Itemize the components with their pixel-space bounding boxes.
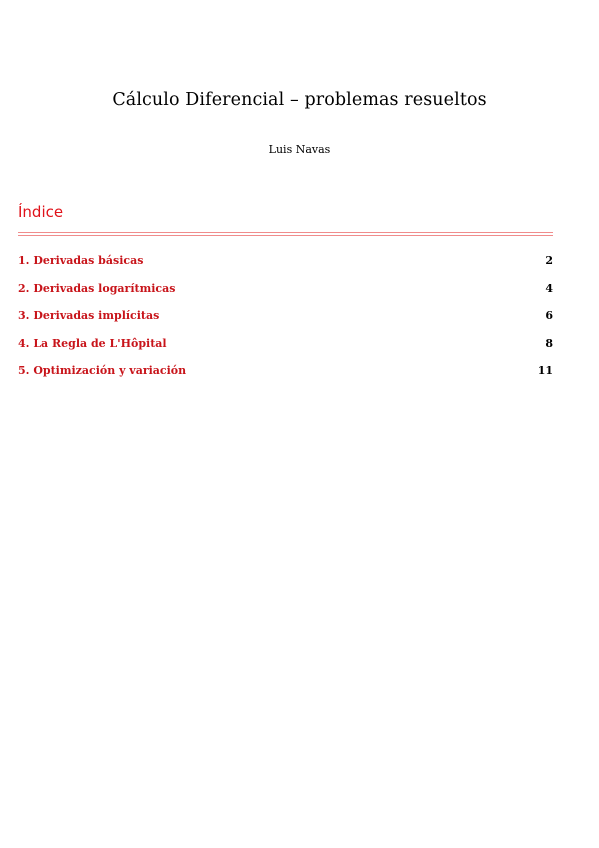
toc-heading: Índice	[18, 203, 64, 221]
toc-entry-label: 5. Optimización y variación	[18, 364, 187, 377]
toc-entry-1[interactable]	[18, 254, 553, 282]
toc-entry-label: 4. La Regla de L'Hôpital	[18, 336, 167, 350]
toc-entry-page: 11	[537, 364, 553, 377]
toc-entry-page: 6	[545, 309, 553, 322]
toc-entry-5[interactable]	[18, 364, 553, 392]
toc-rule-top	[18, 232, 553, 233]
toc-entry-label: 2. Derivadas logarítmicas	[18, 281, 176, 295]
toc-entry-page: 8	[545, 336, 553, 350]
toc-entry-page: 2	[545, 254, 553, 267]
toc-list	[18, 254, 553, 392]
document-title: Cálculo Diferencial – problemas resueltos	[112, 90, 487, 110]
toc-entry-3[interactable]	[18, 309, 553, 337]
toc-entry-label: 3. Derivadas implícitas	[18, 309, 160, 322]
document-author: Luis Navas	[268, 143, 331, 156]
toc-entry-label: 1. Derivadas básicas	[18, 254, 144, 267]
toc-rule-bottom	[18, 235, 553, 236]
toc-entry-page: 4	[545, 281, 553, 295]
toc-entry-2[interactable]	[18, 282, 553, 310]
toc-entry-4[interactable]	[18, 337, 553, 365]
